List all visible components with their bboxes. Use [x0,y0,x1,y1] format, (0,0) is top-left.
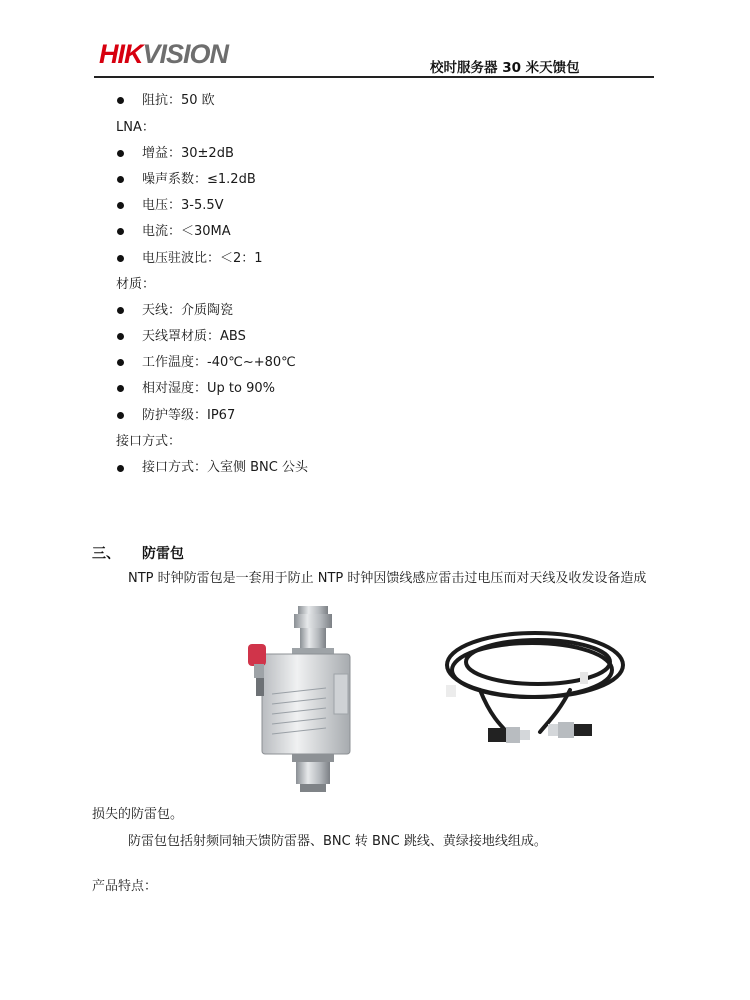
spec-temperature: 工作温度：-40℃~+80℃ [142,355,296,370]
bullet-icon [117,307,124,314]
bullet-icon [117,465,124,472]
material-heading: 材质： [116,277,156,292]
bullet-icon [117,412,124,419]
section-title: 防雷包 [142,546,184,562]
bullet-icon [117,97,124,104]
logo-vision-text: VISION [142,39,229,69]
lna-heading: LNA： [116,120,155,135]
spec-lna-gain: 增益：30±2dB [142,146,234,161]
section-intro-continued: 损失的防雷包。 [92,807,184,822]
bullet-icon [117,150,124,157]
surge-protector-image [236,604,366,794]
spec-lna-voltage: 电压：3-5.5V [142,198,224,213]
bullet-icon [117,359,124,366]
spec-lna-current: 电流：＜30MA [142,224,231,239]
page-header [0,0,750,80]
spec-interface: 接口方式：入室侧 BNC 公头 [142,460,308,475]
spec-antenna: 天线：介质陶瓷 [142,303,234,318]
spec-lna-noise: 噪声系数：≤1.2dB [142,172,256,187]
section-composition: 防雷包包括射频同轴天馈防雷器、BNC 转 BNC 跳线、黄绿接地线组成。 [128,834,547,849]
logo-hik-text: HIK [99,39,143,69]
spec-humidity: 相对湿度：Up to 90% [142,381,275,396]
bullet-icon [117,176,124,183]
section-intro: NTP 时钟防雷包是一套用于防止 NTP 时钟因馈线感应雷击过电压而对天线及收发设备造成 [128,571,647,586]
bullet-icon [117,333,124,340]
features-heading: 产品特点： [92,879,158,894]
bullet-icon [117,255,124,262]
bnc-cable-image [440,620,640,760]
interface-heading: 接口方式： [116,434,182,449]
spec-protection: 防护等级：IP67 [142,408,236,423]
hikvision-logo [99,38,228,70]
bullet-icon [117,228,124,235]
document-title: 校时服务器 30 米天馈包 [430,60,580,76]
bullet-icon [117,385,124,392]
section-number: 三、 [92,546,120,562]
header-divider [94,76,654,78]
spec-impedance: 阻抗：50 欧 [142,93,215,108]
bullet-icon [117,202,124,209]
spec-radome: 天线罩材质：ABS [142,329,246,344]
spec-lna-vswr: 电压驻波比：＜2：1 [142,251,263,266]
